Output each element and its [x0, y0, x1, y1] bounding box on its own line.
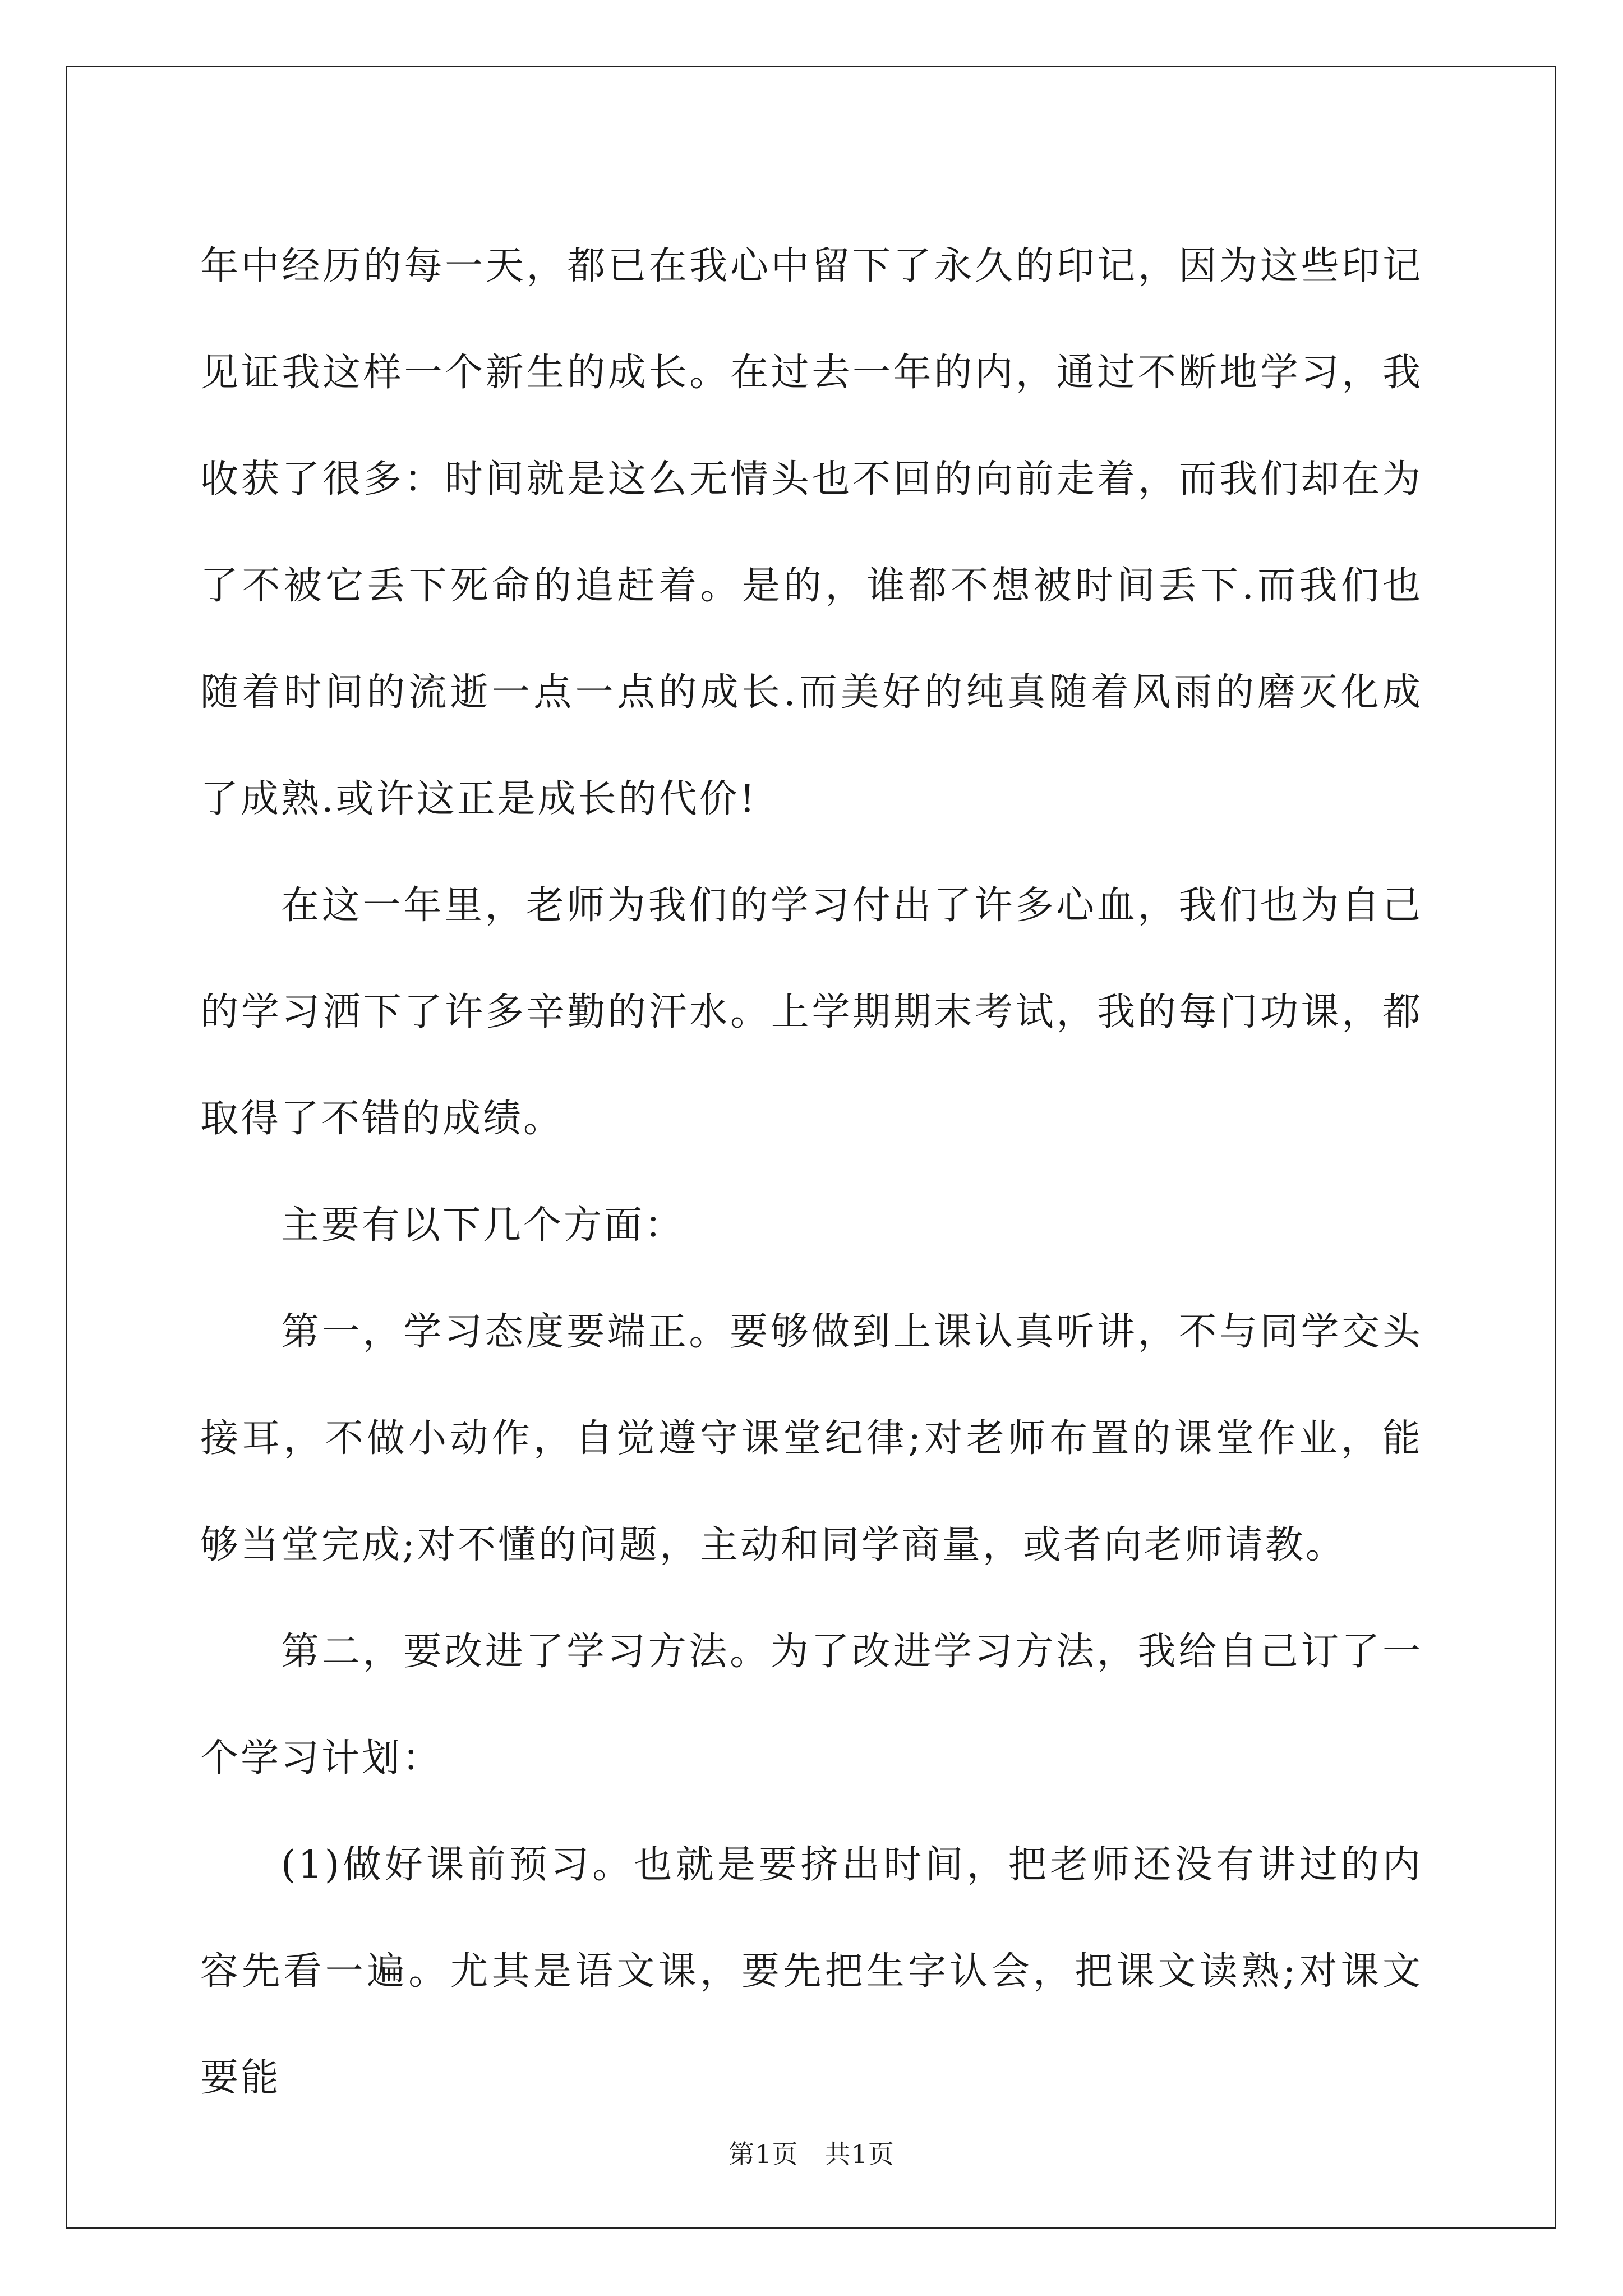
page-total: 共1页 [824, 2139, 895, 2169]
paragraph-3: 主要有以下几个方面： [281, 1203, 685, 1248]
page-footer [0, 2134, 1623, 2171]
page-number: 第1页 [728, 2139, 799, 2169]
paragraph-2: 在这一年里，老师为我们的学习付出了许多心血，我们也为自己的学习洒下了许多辛勤的汗水。上学期期末考试，我的每门功课，都取得了不错的成绩。 [200, 884, 1423, 1141]
paragraph-4: 第一，学习态度要端正。要够做到上课认真听讲，不与同学交头接耳，不做小动作，自觉遵守课堂纪律;对老师布置的课堂作业，能够当堂完成;对不懂的问题，主动和同学商量，或者向老师请教。 [200, 1310, 1423, 1567]
paragraph-1: 年中经历的每一天，都已在我心中留下了永久的印记，因为这些印记见证我这样一个新生的成长。在过去一年的内，通过不断地学习，我收获了很多：时间就是这么无情头也不回的向前走着，而我们却在为了不被它丢下死命的追赶着。是的，谁都不想被时间丢下.而我们也随着时间的流逝一点一点的成长.而美好的纯真随着风雨的磨灭化成了成熟.或许这正是成长的代价! [200, 244, 1423, 821]
document-body [200, 213, 1423, 2132]
paragraph-6: (1)做好课前预习。也就是要挤出时间，把老师还没有讲过的内容先看一遍。尤其是语文课，要先把生字认会，把课文读熟;对课文要能 [200, 1843, 1423, 2100]
paragraph-5: 第二，要改进了学习方法。为了改进学习方法，我给自己订了一个学习计划： [200, 1630, 1423, 1780]
